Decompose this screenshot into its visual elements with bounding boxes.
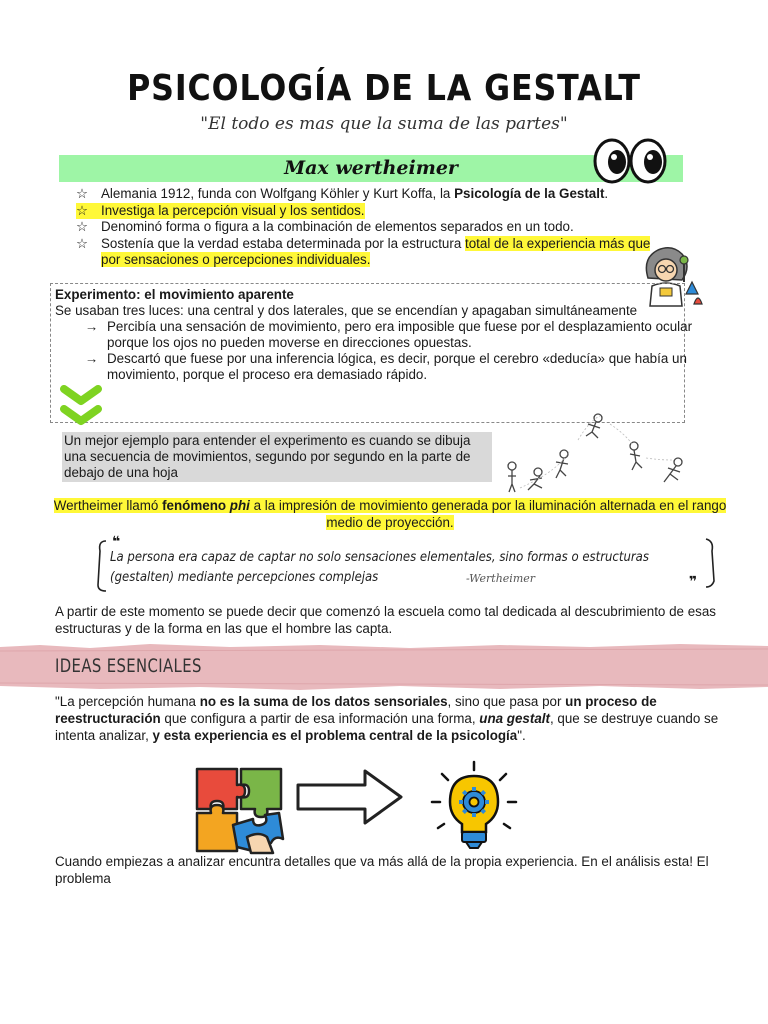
page-subtitle: "El todo es mas que la suma de las partes" (200, 114, 568, 134)
star-icon: ☆ (76, 203, 101, 220)
example-text: Un mejor ejemplo para entender el experimento es cuando se dibuja una secuencia de movimientos, segundo por segundo en la parte de debajo de una hoja (64, 433, 471, 480)
phi-paragraph: Wertheimer llamó fenómeno phi a la impresión de movimiento generada por la iluminación alternada en el rango medio de proyección. (53, 498, 727, 530)
final-paragraph: Cuando empiezas a analizar encuntra detalles que va más allá de la propia experiencia. En el análisis esta! El problema (55, 854, 709, 886)
chevrons-down-icon (60, 383, 102, 427)
ideas-paragraph: "La percepción humana no es la suma de los datos sensoriales, sino que pasa por un proceso de reestructuración que configura a partir de esa información una forma, una gestalt, que se destruye cuando se intenta analizar, y esta experiencia es el problema central de la psicología". (55, 694, 719, 743)
star-icon: ☆ (76, 186, 89, 201)
page-title: PSICOLOGÍA DE LA GESTALT (127, 68, 641, 109)
quote-text: La persona era capaz de captar no solo sensaciones elementales, sino formas o estructuras (gestalten) mediante percepciones complejas (110, 550, 649, 585)
arrow-right-icon (295, 767, 407, 827)
quote-close-mark: ❞ (689, 573, 698, 589)
arrow-icon: → (85, 319, 99, 334)
eyes-icon (590, 137, 670, 185)
paragraph-schools: A partir de este momento se puede decir que comenzó la escuela como tal dedicada al descubrimiento de esas estructuras y de la forma en las que el hombre las capta. (55, 604, 716, 636)
experiment-section (55, 287, 695, 383)
stick-figure-sequence (500, 410, 695, 494)
section-title: Max wertheimer (284, 157, 458, 179)
bullet-list (76, 186, 696, 269)
experiment-intro: Se usaban tres luces: una central y dos laterales, que se encendían y apagaban simultáneamente (55, 303, 638, 318)
puzzle-icon (193, 763, 289, 855)
ideas-title: IDEAS ESENCIALES (55, 655, 202, 677)
star-icon: ☆ (76, 219, 89, 234)
list-item: ☆ Denominó forma o figura a la combinación de elementos separados en un todo. (76, 219, 574, 234)
lightbulb-gear-icon (428, 758, 520, 850)
quote-author: -Wertheimer (466, 572, 536, 585)
list-item: ☆ Sostenía que la verdad estaba determinada por la estructura total de la experiencia más que por sensaciones o percepciones individuales. (76, 235, 651, 267)
list-item: → Percibía una sensación de movimiento, pero era imposible que fuese por el desplazamiento ocular porque los ojos no pueden moverse en direcciones opuestas. (85, 319, 693, 350)
arrow-icon: → (85, 351, 99, 366)
list-item: ☆ Alemania 1912, funda con Wolfgang Köhler y Kurt Koffa, la Psicología de la Gestalt. (76, 186, 609, 201)
quote-open-mark: ❝ (112, 533, 121, 549)
experiment-heading: Experimento: el movimiento aparente (55, 287, 294, 302)
list-item: → Descartó que fuese por una inferencia lógica, es decir, porque el cerebro «deducía» que había un movimiento, porque el proceso era demasiado rápido. (85, 351, 687, 382)
star-icon: ☆ (76, 235, 89, 251)
list-item: ☆ Investiga la percepción visual y los sentidos. (76, 202, 365, 218)
